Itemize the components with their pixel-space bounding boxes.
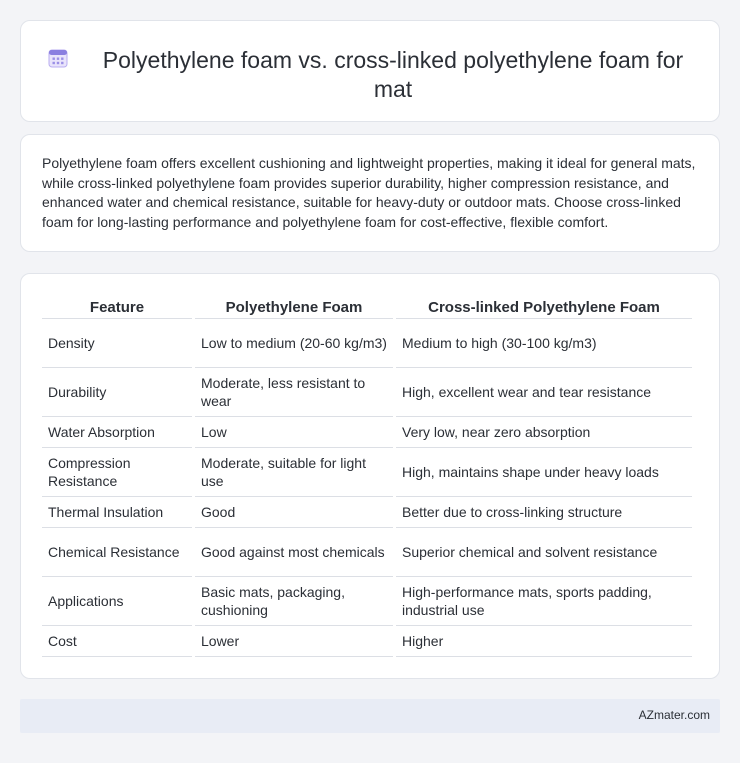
table-cell-feature: Applications — [42, 577, 192, 626]
column-header-polyethylene: Polyethylene Foam — [195, 296, 393, 319]
table-cell-polyethylene: Low to medium (20-60 kg/m3) — [195, 319, 393, 368]
table-header-row — [42, 296, 692, 319]
title-card — [20, 20, 720, 122]
table-row — [42, 528, 692, 577]
table-cell-polyethylene: Low — [195, 417, 393, 448]
table-cell-polyethylene: Basic mats, packaging, cushioning — [195, 577, 393, 626]
table-cell-feature: Cost — [42, 626, 192, 657]
table-row — [42, 417, 692, 448]
comparison-card — [20, 273, 720, 679]
table-cell-cross-linked: Higher — [396, 626, 692, 657]
table-row — [42, 319, 692, 368]
table-cell-polyethylene: Good against most chemicals — [195, 528, 393, 577]
footer-bar — [20, 699, 720, 733]
table-row — [42, 368, 692, 417]
table-row — [42, 626, 692, 657]
table-cell-polyethylene: Good — [195, 497, 393, 528]
summary-paragraph: Polyethylene foam offers excellent cushioning and lightweight properties, making it ideal for general mats, while cross-linked polyethylene foam provides superior durability, higher compression resistance, and enhanced water and chemical resistance, suitable for heavy-duty or outdoor mats. Choose cross-linked foam for long-lasting performance and polyethylene foam for cost-effective, flexible comfort. — [42, 155, 696, 230]
table-cell-cross-linked: High, maintains shape under heavy loads — [396, 448, 692, 497]
comparison-table — [39, 296, 695, 657]
table-row — [42, 497, 692, 528]
table-cell-cross-linked: High-performance mats, sports padding, industrial use — [396, 577, 692, 626]
summary-card — [20, 134, 720, 252]
page-title: Polyethylene foam vs. cross-linked polyethylene foam for mat — [102, 47, 684, 102]
table-cell-cross-linked: Superior chemical and solvent resistance — [396, 528, 692, 577]
table-cell-polyethylene: Moderate, less resistant to wear — [195, 368, 393, 417]
table-cell-feature: Compression Resistance — [42, 448, 192, 497]
table-cell-cross-linked: Better due to cross-linking structure — [396, 497, 692, 528]
column-header-cross-linked: Cross-linked Polyethylene Foam — [396, 296, 692, 319]
table-row — [42, 577, 692, 626]
calendar-grid-icon — [48, 48, 68, 68]
table-cell-feature: Water Absorption — [42, 417, 192, 448]
table-cell-cross-linked: Medium to high (30-100 kg/m3) — [396, 319, 692, 368]
table-cell-feature: Thermal Insulation — [42, 497, 192, 528]
footer-brand-link[interactable]: AZmater.com — [638, 708, 710, 722]
table-cell-cross-linked: High, excellent wear and tear resistance — [396, 368, 692, 417]
table-row — [42, 448, 692, 497]
table-cell-polyethylene: Lower — [195, 626, 393, 657]
table-cell-feature: Durability — [42, 368, 192, 417]
table-cell-feature: Density — [42, 319, 192, 368]
table-cell-cross-linked: Very low, near zero absorption — [396, 417, 692, 448]
table-cell-feature: Chemical Resistance — [42, 528, 192, 577]
table-cell-polyethylene: Moderate, suitable for light use — [195, 448, 393, 497]
column-header-feature: Feature — [42, 296, 192, 319]
